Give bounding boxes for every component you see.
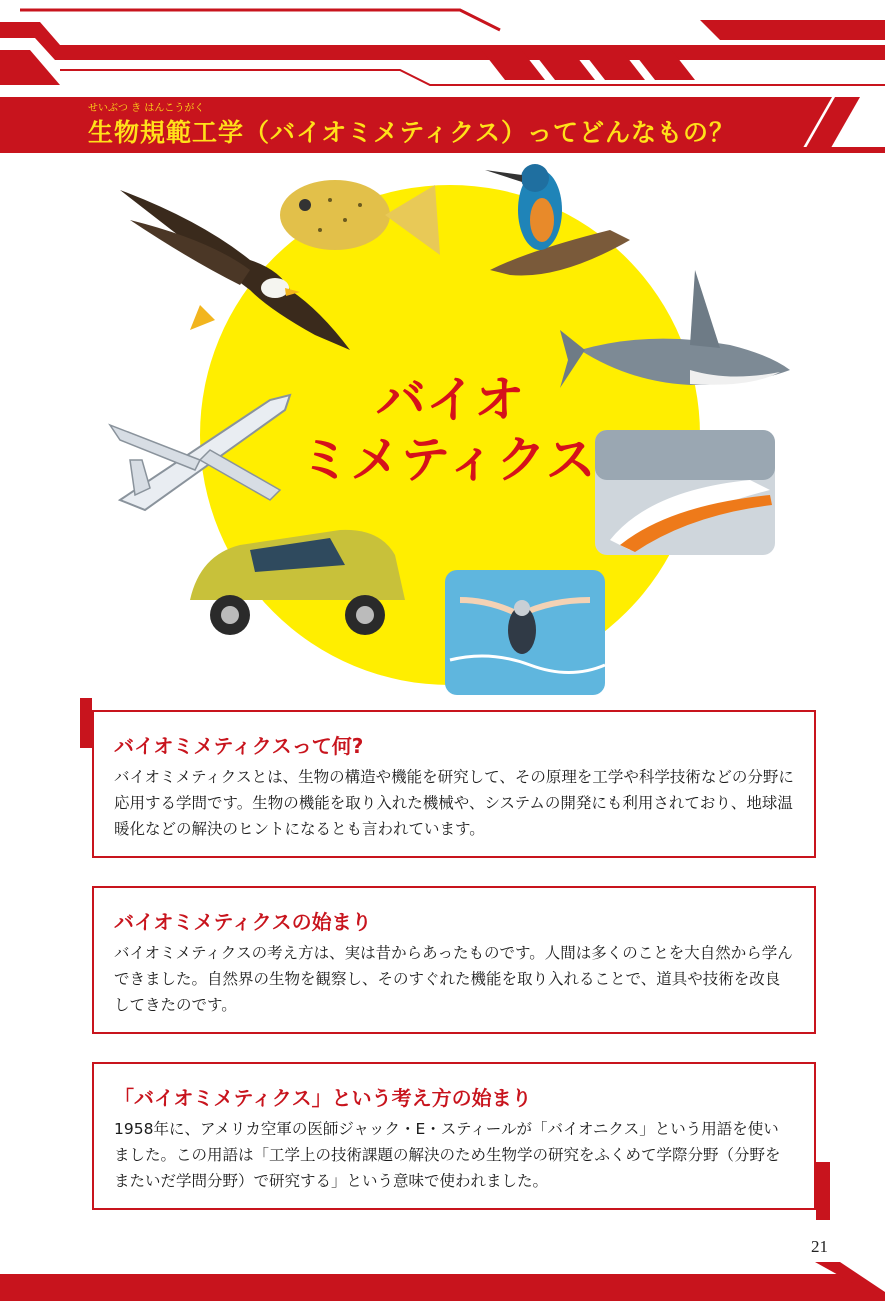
section-what-is <box>92 710 816 858</box>
top-decoration <box>0 0 885 95</box>
section-3-tab <box>816 1162 830 1220</box>
page-title: 生物規範工学（バイオミメティクス）ってどんなもの？ <box>88 118 736 147</box>
section-2-body: バイオミメティクスの考え方は、実は昔からあったものです。人間は多くのことを大自然から学んできました。自然界の生物を観察し、そのすぐれた機能を取り入れることで、道具や技術を改良してきたのです。 <box>114 944 793 1014</box>
section-3-body: 1958年に、アメリカ空軍の医師ジャック・E・スティールが「バイオニクス」という用語を使いました。この用語は「工学上の技術課題の解決のため生物学の研究をふくめて学際分野（分野をまたいだ学問分野）で研究する」という意味で使われました。 <box>114 1120 781 1190</box>
bullet-train-icon <box>595 430 775 555</box>
section-2-heading: バイオミメティクスの始まり <box>114 910 372 934</box>
page-number: 21 <box>811 1237 828 1256</box>
section-1-heading: バイオミメティクスって何? <box>114 734 364 758</box>
section-origin <box>92 886 816 1034</box>
section-3-heading: 「バイオミメティクス」という考え方の始まり <box>114 1086 532 1110</box>
center-title-line1: バイオ <box>375 371 525 429</box>
section-1-tab <box>80 698 92 748</box>
page-title-ruby: せいぶつ き はんこうがく <box>88 103 205 114</box>
bottom-decoration <box>0 1262 885 1301</box>
center-title-line2: ミメティクス <box>300 431 596 489</box>
section-1-body: バイオミメティクスとは、生物の構造や機能を研究して、その原理を工学や科学技術などの分野に応用する学問です。生物の機能を取り入れた機械や、システムの開発にも利用されており、地球温暖化などの解決のヒントになるとも言われています。 <box>114 768 794 838</box>
swimmer-icon <box>445 570 605 695</box>
section-concept-origin <box>92 1062 816 1210</box>
